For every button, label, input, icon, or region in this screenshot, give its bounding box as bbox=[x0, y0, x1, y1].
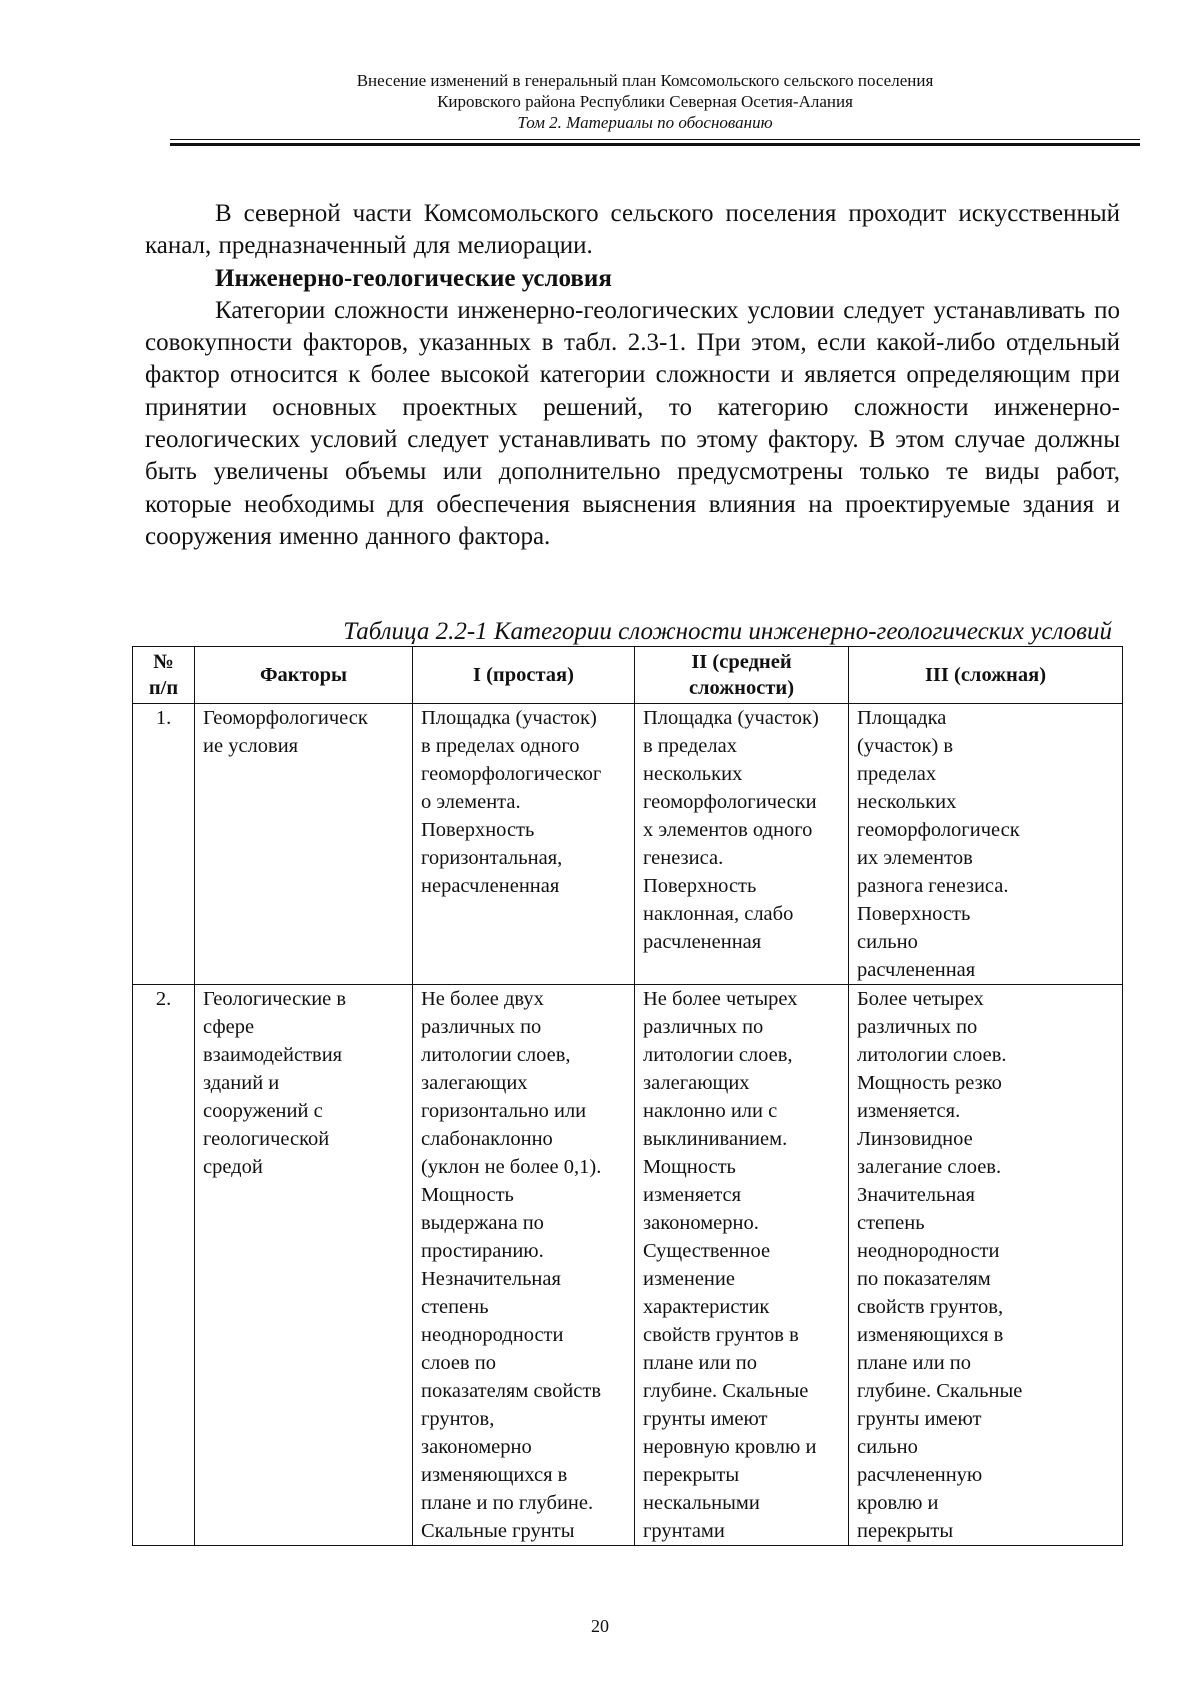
header-complex: III (сложная) bbox=[849, 647, 1123, 704]
table-row bbox=[133, 985, 1123, 1546]
complexity-table bbox=[132, 646, 1123, 1546]
row-number: 2. bbox=[133, 985, 195, 1546]
row-simple: Не более двух различных по литологии слоев, залегающих горизонтально или слабонаклонно (уклон не более 0,1). Мощность выдержана по простиранию. Незначительная степень неоднородности слоев по показателям свойств грунтов, закономерно изменяющихся в плане и по глубине. Скальные грунты bbox=[413, 985, 635, 1546]
row-complex: Площадка (участок) в пределах нескольких геоморфологическ их элементов разнога генезиса. Поверхность сильно расчлененная bbox=[849, 704, 1123, 985]
row-number: 1. bbox=[133, 704, 195, 985]
row-complex: Более четырех различных по литологии слоев. Мощность резко изменяется. Линзовидное залегание слоев. Значительная степень неоднородности по показателям свойств грунтов, изменяющихся в плане или по глубине. Скальные грунты имеют сильно расчлененную кровлю и перекрыты bbox=[849, 985, 1123, 1546]
header-rule-thin bbox=[170, 139, 1140, 140]
table-row bbox=[133, 704, 1123, 985]
row-factor: Геологические в сфере взаимодействия зданий и сооружений с геологической средой bbox=[195, 985, 413, 1546]
header-line-1: Внесение изменений в генеральный план Комсомольского сельского поселения bbox=[356, 71, 934, 90]
page-number: 20 bbox=[591, 1616, 609, 1636]
header-line-2: Кировского района Республики Северная Осетия-Алания bbox=[437, 92, 853, 111]
page-header bbox=[170, 70, 1120, 133]
header-simple: I (простая) bbox=[413, 647, 635, 704]
body-text bbox=[145, 198, 1120, 553]
header-factors: Факторы bbox=[195, 647, 413, 704]
section-heading: Инженерно-геологические условия bbox=[215, 264, 612, 292]
row-simple: Площадка (участок) в пределах одного геоморфологическог о элемента. Поверхность горизонтальная, нерасчлененная bbox=[413, 704, 635, 985]
row-medium: Не более четырех различных по литологии слоев, залегающих наклонно или с выклиниванием. Мощность изменяется закономерно. Существенное изменение характеристик свойств грунтов в плане или по глубине. Скальные грунты имеют неровную кровлю и перекрыты нескальными грунтами bbox=[635, 985, 849, 1546]
paragraph-canal: В северной части Комсомольского сельского поселения проходит искусственный канал, предназначенный для мелиорации. bbox=[145, 200, 1120, 260]
header-number: № п/п bbox=[133, 647, 195, 704]
header-medium: II (средней сложности) bbox=[635, 647, 849, 704]
row-medium: Площадка (участок) в пределах нескольких геоморфологически х элементов одного генезиса. Поверхность наклонная, слабо расчлененная bbox=[635, 704, 849, 985]
table-header-row bbox=[133, 647, 1123, 704]
table-caption: Таблица 2.2-1 Категории сложности инженерно-геологических условий bbox=[343, 618, 1112, 645]
header-rule-thick bbox=[170, 143, 1140, 146]
paragraph-categories: Категории сложности инженерно-геологических условии следует устанавливать по совокупности факторов, указанных в табл. 2.3-1. При этом, если какой-либо отдельный фактор относится к более высокой категории сложности и является определяющим при принятии основных проектных решений, то категорию сложности инженерно-геологических условий следует устанавливать по этому фактору. В этом случае должны быть увеличены объемы или дополнительно предусмотрены только те виды работ, которые необходимы для обеспечения выяснения влияния на проектируемые здания и сооружения именно данного фактора. bbox=[145, 296, 1120, 550]
row-factor: Геоморфологическ ие условия bbox=[195, 704, 413, 985]
header-line-3: Том 2. Материалы по обоснованию bbox=[517, 113, 773, 132]
